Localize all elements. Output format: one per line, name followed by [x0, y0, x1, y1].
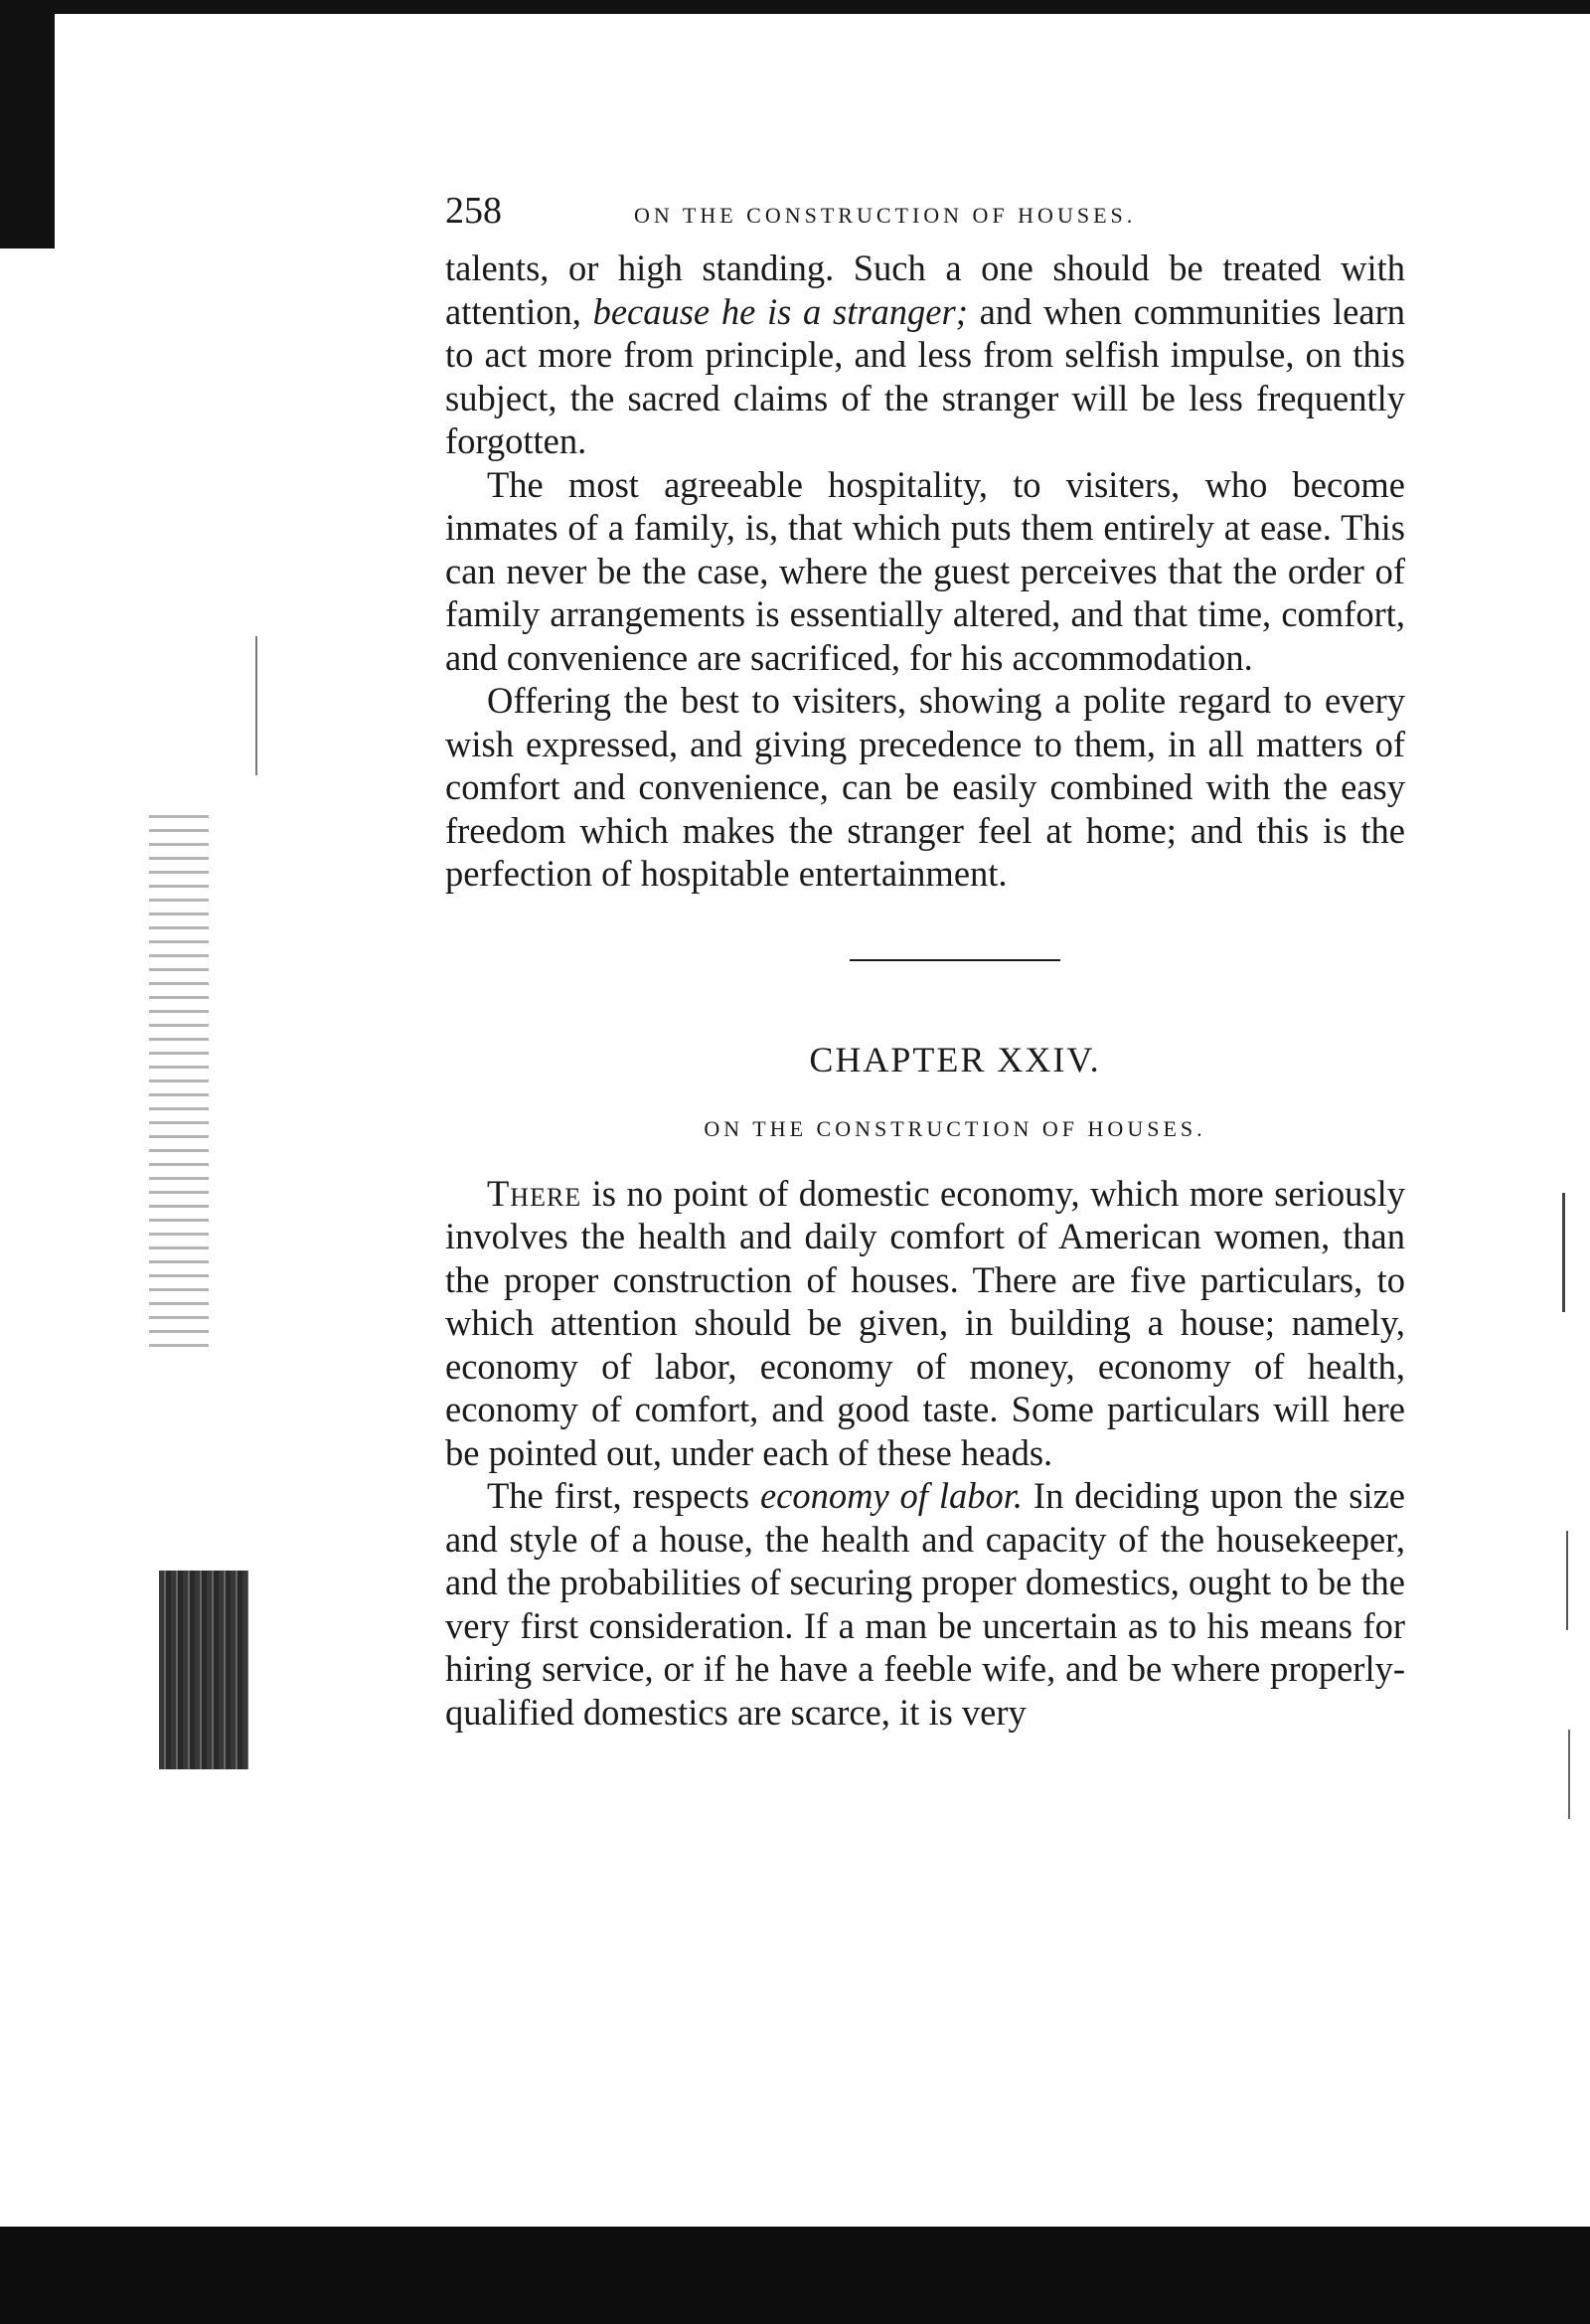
paragraph-hospitality: The most agreeable hospitality, to visiters, who become inmates of a family, is, that which puts them entirely at ease. This can never be the case, where the guest perceives that the order of family arrangements is essentially altered, and that time, comfort, and convenience are sacrificed, for his accommodation.: [445, 463, 1405, 678]
paragraph-continued: [445, 247, 1405, 463]
paragraph-text: is no point of domestic economy, which more seriously involves the health and daily comfort of American women, than the proper construction of houses. There are five particulars, to which attention should be given, in building a house; namely, economy of labor, economy of money, economy of health, economy of comfort, and good taste. Some particulars will here be pointed out, under each of these heads.: [445, 1172, 1405, 1473]
section-divider: [850, 959, 1060, 961]
chapter-body: [445, 1172, 1405, 1735]
scan-edge-bottom: [0, 2227, 1590, 2324]
paragraph-text: and when communities learn to act more from principle, and less from selfish impulse, on this subject, the sacred claims of the stranger will be less frequently forgotten.: [445, 290, 1405, 461]
paragraph-text: The first, respects: [487, 1475, 760, 1516]
scan-margin-specks: [149, 815, 209, 1352]
lead-word: There: [487, 1172, 582, 1214]
scan-right-line: [1562, 1193, 1565, 1312]
scan-margin-line: [255, 636, 257, 775]
scan-edge-top: [40, 0, 1590, 14]
page-number: 258: [445, 190, 502, 232]
italic-phrase: economy of labor.: [759, 1475, 1024, 1516]
running-title: ON THE CONSTRUCTION OF HOUSES.: [634, 203, 1137, 228]
chapter-subtitle: ON THE CONSTRUCTION OF HOUSES.: [704, 1115, 1206, 1141]
chapter-title: CHAPTER XXIV.: [809, 1039, 1101, 1079]
running-head: [445, 189, 1405, 249]
scan-margin-mark: [159, 1571, 248, 1769]
scan-right-line: [1568, 1730, 1570, 1819]
scan-edge-left: [0, 0, 55, 249]
paragraph-economy-of-labor: [445, 1474, 1405, 1734]
paragraph-text: talents, or high standing. Such a one should be treated with attention,: [445, 248, 1405, 332]
book-page: [445, 189, 1405, 1734]
paragraph-offering: Offering the best to visiters, showing a polite regard to every wish expressed, and giving precedence to them, in all matters of comfort and convenience, can be easily combined with the easy freedom which makes the stranger feel at home; and this is the perfection of hospitable entertainment.: [445, 680, 1405, 894]
italic-phrase: because he is a stranger;: [592, 290, 968, 332]
paragraph-text: In deciding upon the size and style of a house, the health and capacity of the housekeeper, and the probabilities of securing proper domestics, ought to be the very first consideration. If a man be uncertain as to his means for hiring service, or if he have a feeble wife, and be where properly-qualified domestics are scarce, it is very: [445, 1475, 1406, 1733]
paragraph-domestic-economy: [445, 1172, 1405, 1475]
scan-right-line: [1566, 1531, 1568, 1630]
